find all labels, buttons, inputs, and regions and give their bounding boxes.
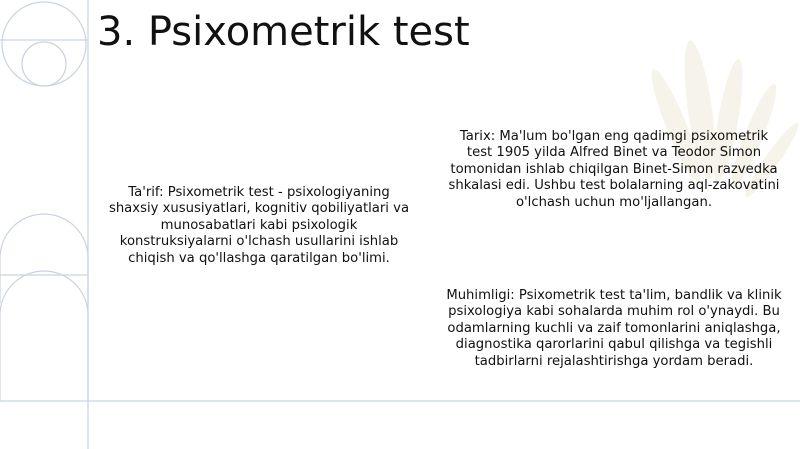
history-text: Tarix: Ma'lum bo'lgan eng qadimgi psixometrik test 1905 yilda Alfred Binet va Teodor Simon tomonidan ishlab chiqilgan Binet-Simon razvedka shkalasi edi. Ushbu test bolalarning aql-zakovatini o'lchash uchun mo'ljallangan. <box>448 129 780 210</box>
importance-text: Muhimligi: Psixometrik test ta'lim, bandlik va klinik psixologiya kabi sohalarda muhim rol o'ynaydi. Bu odamlarning kuchli va zaif tomonlarini aniqlashga, diagnostika qarorlarini qabul qilishga va tegishli tadbirlarni rejalashtirishga yordam beradi. <box>446 288 782 369</box>
large-circle-outline <box>2 2 86 86</box>
lower-arch-outline <box>0 271 88 401</box>
small-circle-outline <box>22 42 66 86</box>
slide-title: 3. Psixometrik test <box>97 9 470 55</box>
definition-text: Ta'rif: Psixometrik test - psixologiyaning shaxsiy xususiyatlari, kognitiv qobiliyatlari va munosabatlari kabi psixologik konstruksiyalarni o'lchash usullarini ishlab chiqish va qo'llashga qaratilgan bo'limi. <box>108 185 410 266</box>
upper-arch-outline <box>0 214 88 303</box>
